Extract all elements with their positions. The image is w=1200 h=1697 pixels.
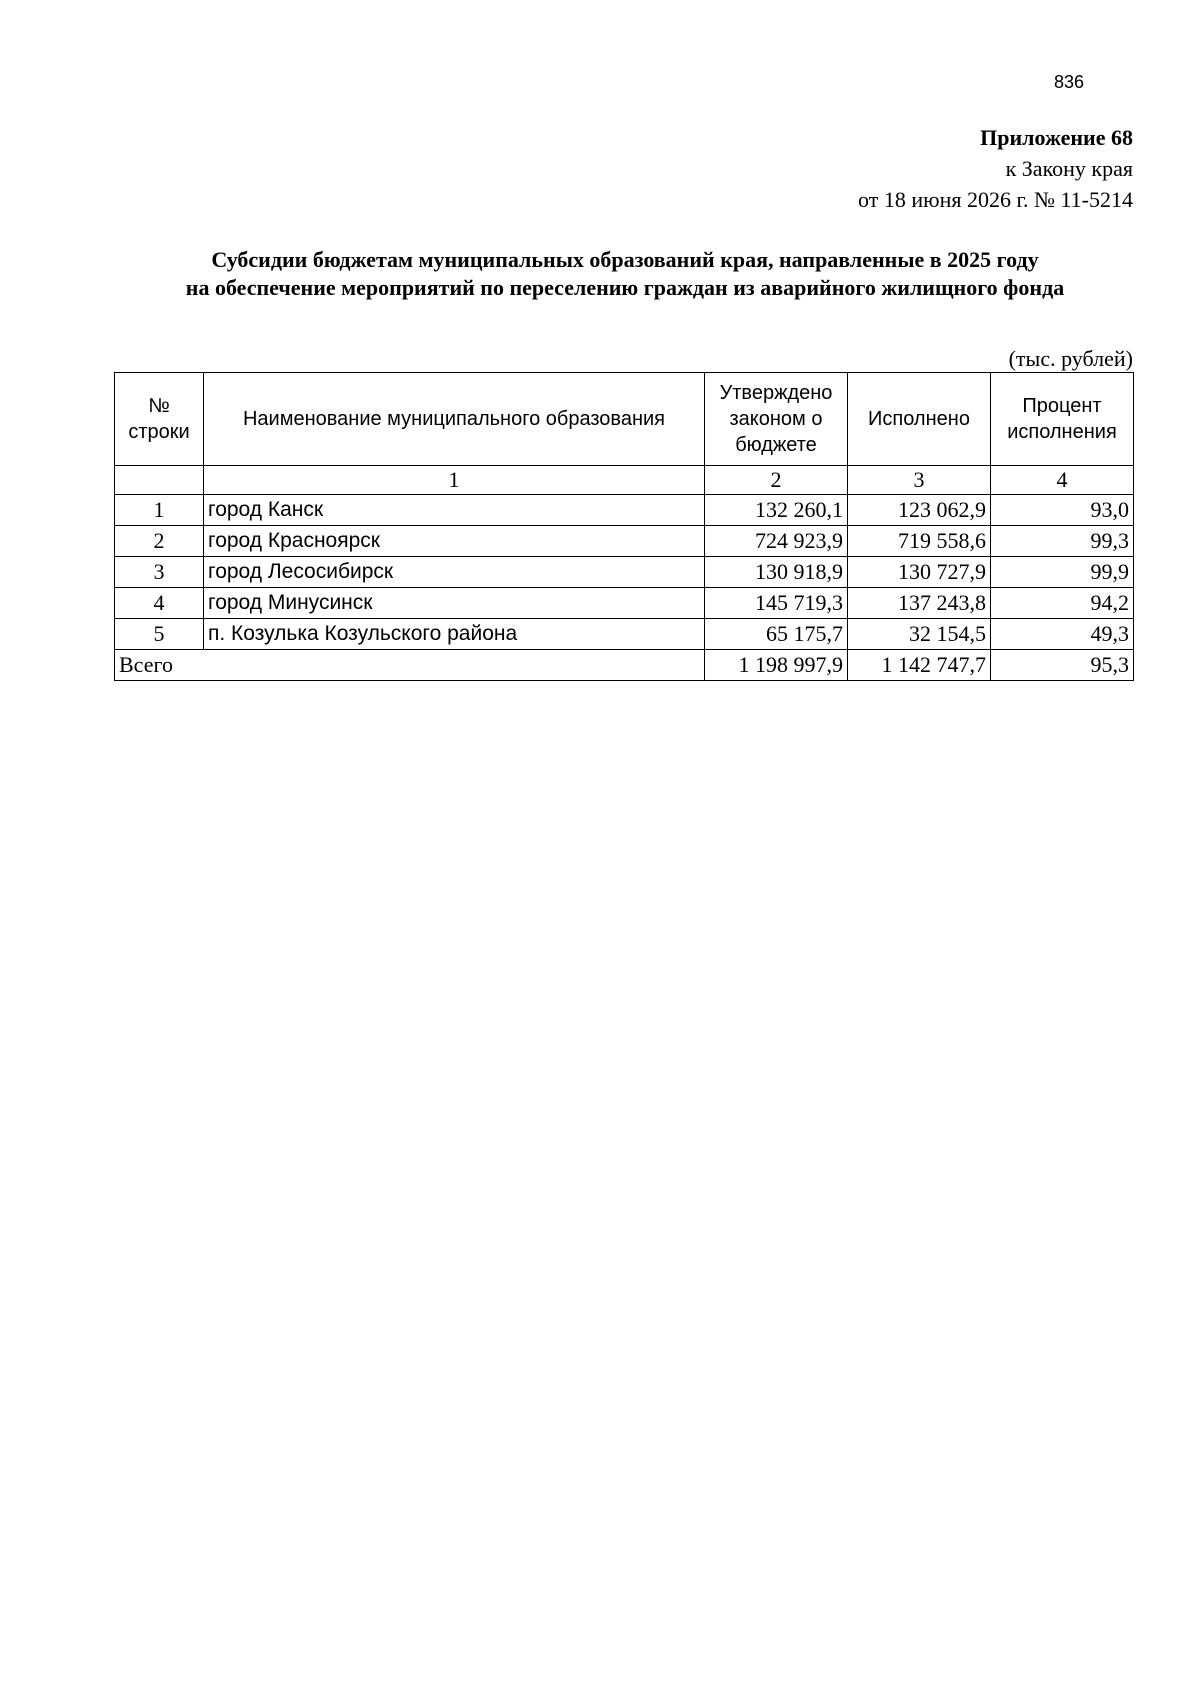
row-number: 5: [115, 619, 204, 650]
header-row-number: [115, 373, 204, 466]
executed-amount: 719 558,6: [848, 526, 991, 557]
total-row: [115, 650, 1134, 681]
page-number: 836: [1054, 72, 1085, 92]
appendix-law-reference: к Закону края: [1005, 156, 1133, 181]
column-number-1: 1: [204, 466, 705, 495]
subsidies-table: [114, 372, 1134, 681]
row-number: 1: [115, 495, 204, 526]
total-executed-amount: 1 142 747,7: [848, 650, 991, 681]
header-approved-line-2: законом о: [729, 408, 823, 430]
header-approved: [705, 373, 848, 466]
header-approved-line-3: бюджете: [735, 434, 817, 456]
header-municipality-name: Наименование муниципального образования: [204, 373, 705, 466]
table-header-row: [115, 373, 1134, 466]
municipality-name: п. Козулька Козульского района: [204, 619, 705, 650]
document-title: [100, 246, 1150, 302]
municipality-name: город Красноярск: [204, 526, 705, 557]
header-row-number-line-2: строки: [128, 421, 190, 443]
municipality-name: город Минусинск: [204, 588, 705, 619]
total-label: Всего: [115, 650, 705, 681]
header-percent-line-1: Процент: [1022, 395, 1102, 417]
appendix-title: Приложение 68: [980, 125, 1133, 150]
approved-amount: 145 719,3: [705, 588, 848, 619]
appendix-block: [858, 122, 1133, 215]
executed-amount: 32 154,5: [848, 619, 991, 650]
column-number-3: 3: [848, 466, 991, 495]
header-approved-line-1: Утверждено: [719, 382, 833, 404]
approved-amount: 130 918,9: [705, 557, 848, 588]
approved-amount: 724 923,9: [705, 526, 848, 557]
appendix-law-date: от 18 июня 2026 г. № 11-5214: [858, 187, 1133, 212]
document-title-line-1: Субсидии бюджетам муниципальных образований края, направленные в 2025 году: [211, 247, 1039, 272]
table-row: [115, 619, 1134, 650]
total-execution-percent: 95,3: [991, 650, 1134, 681]
column-number-empty: [115, 466, 204, 495]
executed-amount: 123 062,9: [848, 495, 991, 526]
table-row: [115, 495, 1134, 526]
column-number-2: 2: [705, 466, 848, 495]
document-title-line-2: на обеспечение мероприятий по переселению граждан из аварийного жилищного фонда: [185, 275, 1065, 300]
execution-percent: 49,3: [991, 619, 1134, 650]
table-row: [115, 557, 1134, 588]
execution-percent: 99,9: [991, 557, 1134, 588]
table-row: [115, 588, 1134, 619]
executed-amount: 137 243,8: [848, 588, 991, 619]
header-executed: Исполнено: [848, 373, 991, 466]
executed-amount: 130 727,9: [848, 557, 991, 588]
header-percent: [991, 373, 1134, 466]
execution-percent: 94,2: [991, 588, 1134, 619]
approved-amount: 132 260,1: [705, 495, 848, 526]
execution-percent: 93,0: [991, 495, 1134, 526]
execution-percent: 99,3: [991, 526, 1134, 557]
row-number: 2: [115, 526, 204, 557]
row-number: 4: [115, 588, 204, 619]
approved-amount: 65 175,7: [705, 619, 848, 650]
municipality-name: город Канск: [204, 495, 705, 526]
total-approved-amount: 1 198 997,9: [705, 650, 848, 681]
column-number-row: [115, 466, 1134, 495]
header-percent-line-2: исполнения: [1007, 421, 1117, 443]
column-number-4: 4: [991, 466, 1134, 495]
table-row: [115, 526, 1134, 557]
row-number: 3: [115, 557, 204, 588]
header-row-number-line-1: №: [148, 395, 170, 417]
municipality-name: город Лесосибирск: [204, 557, 705, 588]
units-note: (тыс. рублей): [1008, 346, 1133, 371]
